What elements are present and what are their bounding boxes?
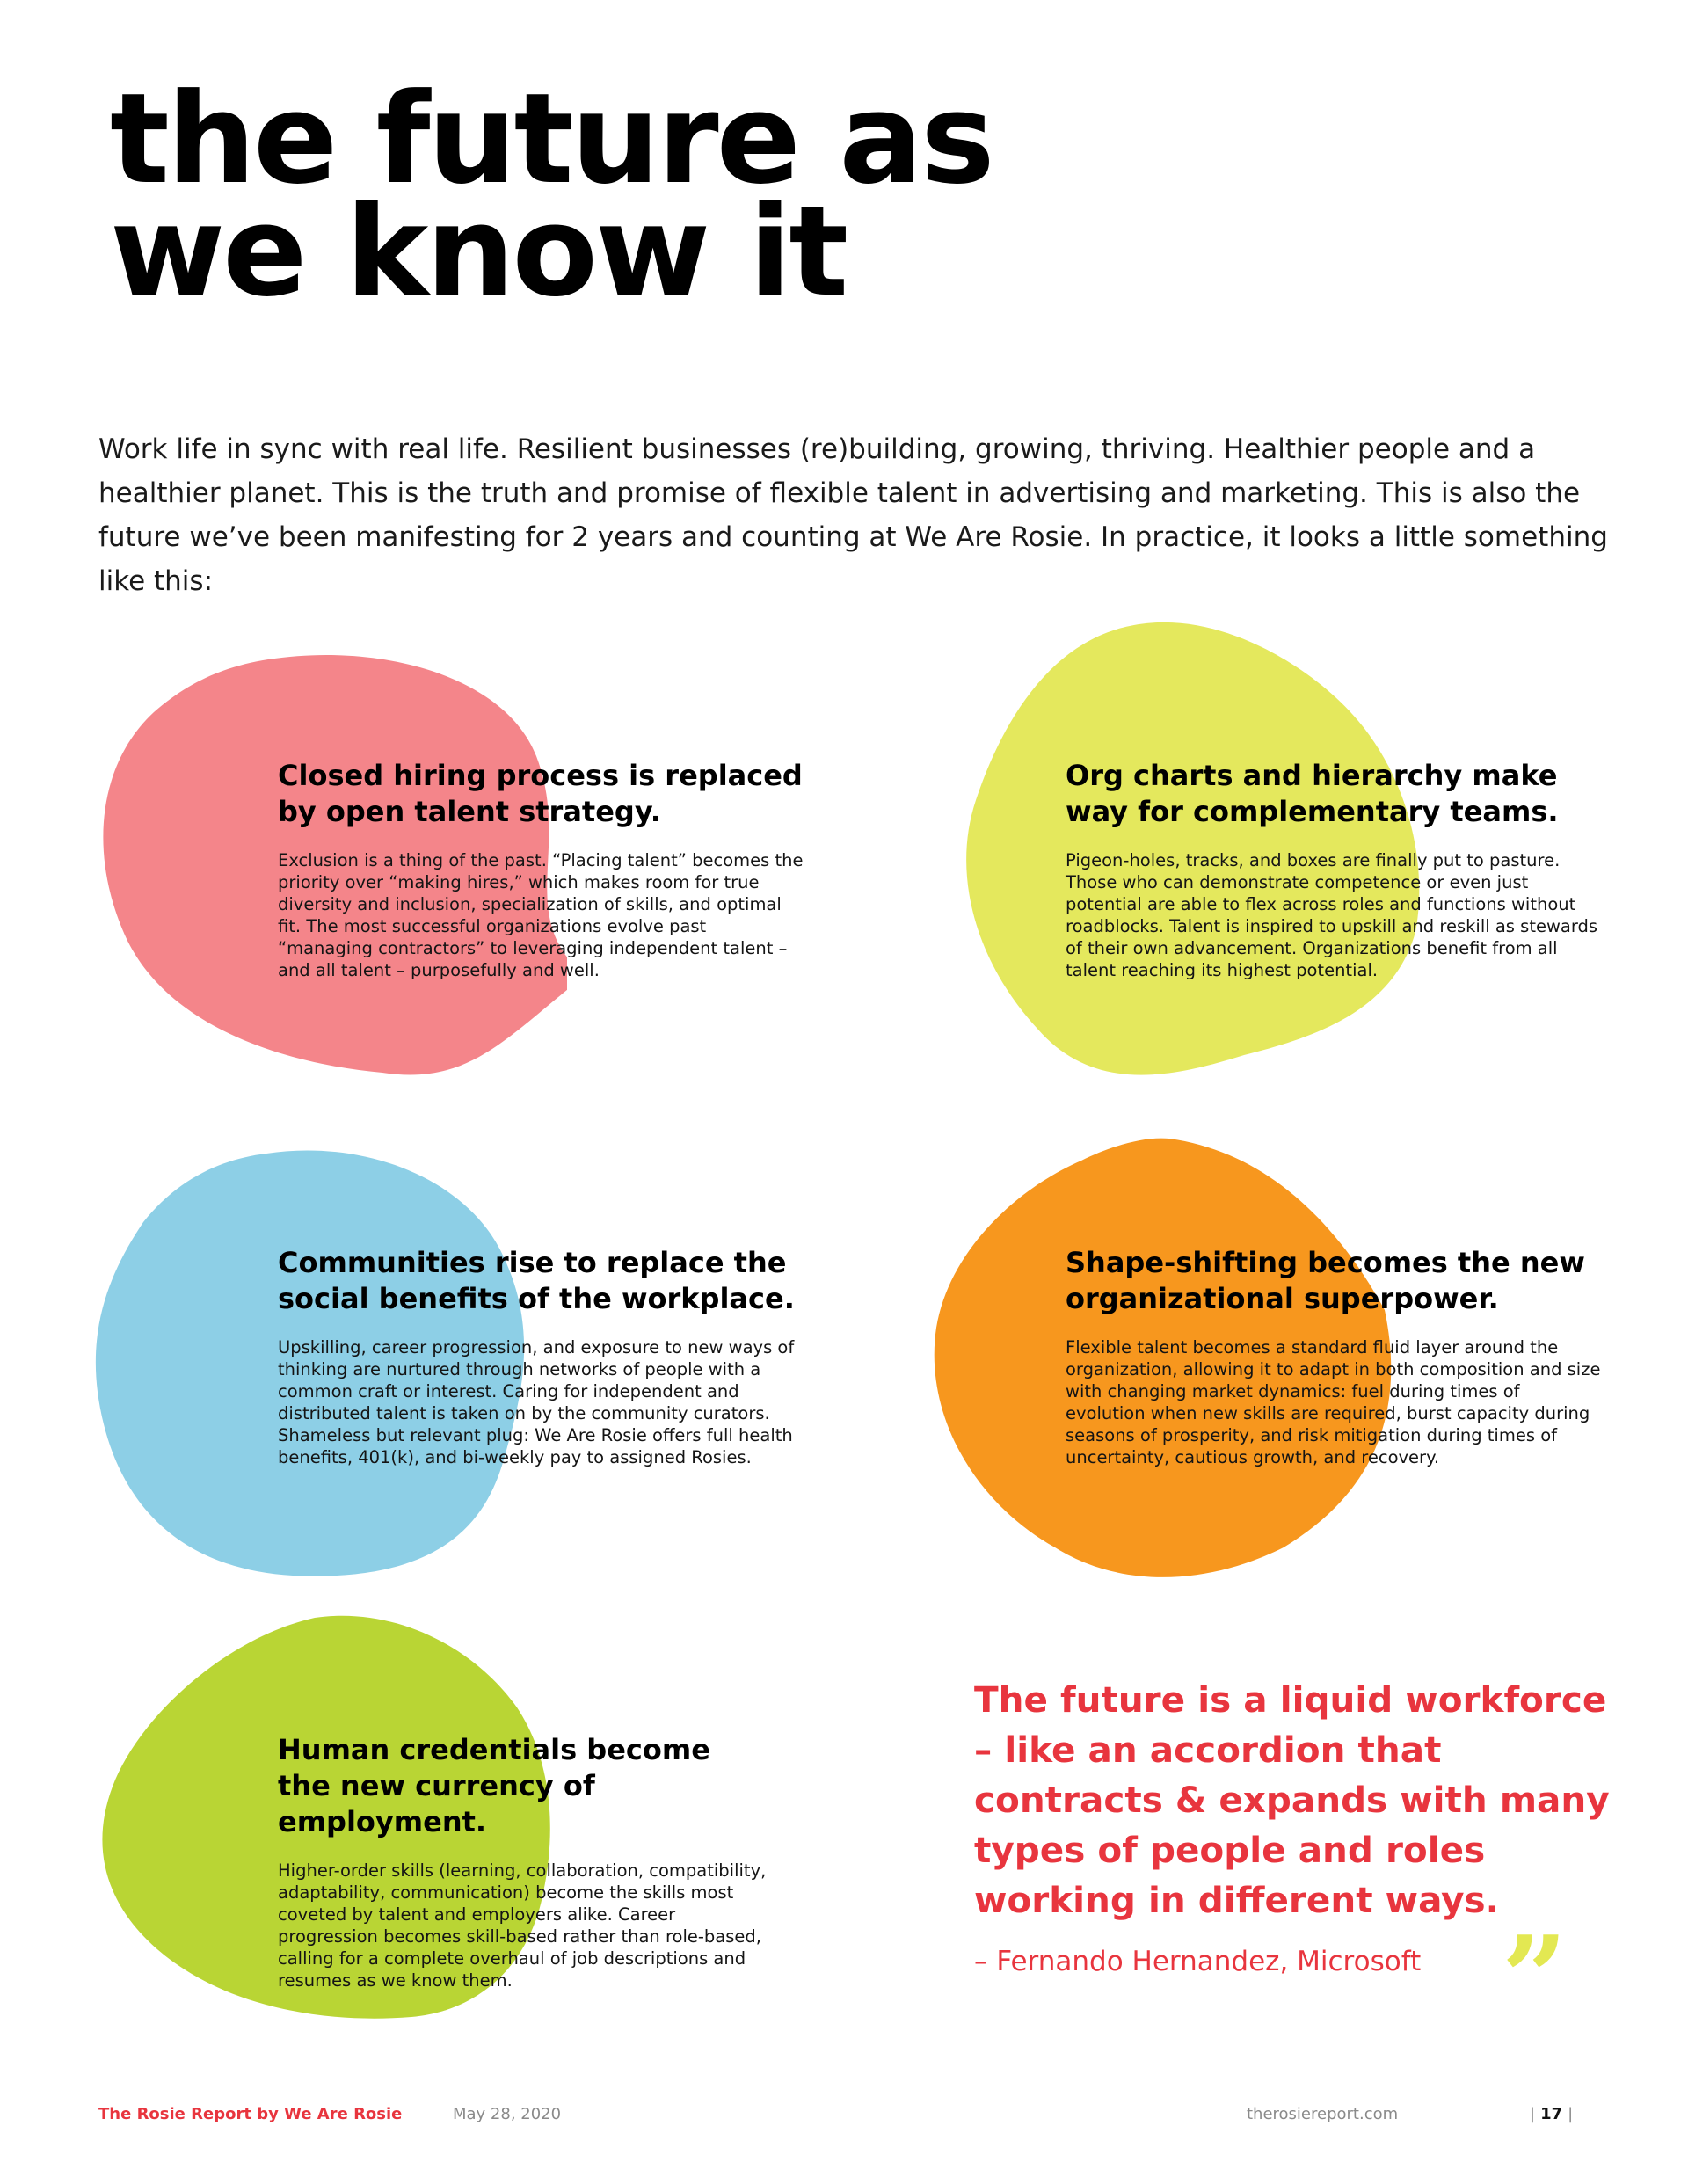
quote-mark-icon: ” — [1502, 1911, 1568, 2045]
card-heading: Closed hiring process is replaced by open talent strategy. — [278, 759, 803, 828]
card-shape-shifting — [1066, 1245, 1602, 1468]
card-open-talent — [278, 758, 805, 981]
card-heading: Shape-shifting becomes the new organizational superpower. — [1066, 1246, 1585, 1315]
card-body: Higher-order skills (learning, collaboration, compatibility, adaptability, communication) become the skills most coveted by talent and employers alike. Career progression becomes skill-based rather than role-based, calling for a complete overhaul of job descriptions and resumes as we know them. — [278, 1860, 767, 1991]
card-communities — [278, 1245, 805, 1468]
card-heading: Communities rise to replace the social benefits of the workplace. — [278, 1246, 795, 1315]
page-number: | 17 | — [1530, 2105, 1574, 2123]
title-line-2: we know it — [110, 179, 847, 324]
page-number-value: 17 — [1540, 2105, 1563, 2123]
footer-brand: The Rosie Report by We Are Rosie — [98, 2105, 403, 2123]
card-human-credentials — [278, 1732, 770, 1991]
footer-date: May 28, 2020 — [453, 2105, 562, 2123]
card-body: Flexible talent becomes a standard fluid layer around the organization, allowing it to adapt in both composition and size with changing market dynamics: fuel during times of evolution when new skills are required, burst capacity during seasons of prosperity, and risk mitigation during times of uncertainty, cautious growth, and recovery. — [1066, 1337, 1601, 1467]
quote-attribution: – Fernando Hernandez, Microsoft — [974, 1946, 1422, 1977]
title-line-1: the future as — [110, 67, 993, 212]
card-heading: Org charts and hierarchy make way for complementary teams. — [1066, 759, 1559, 828]
card-complementary-teams — [1066, 758, 1602, 981]
card-heading: Human credentials become the new currency of employment. — [278, 1733, 710, 1838]
footer-url-link[interactable]: therosiereport.com — [1247, 2105, 1399, 2123]
page-title — [110, 67, 993, 324]
card-body: Exclusion is a thing of the past. “Placing talent” becomes the priority over “making hires,” which makes room for true diversity and inclusion, specialization of skills, and optimal fit. The most successful organizations evolve past “managing contractors” to leveraging independent talent – and all talent – purposefully and well. — [278, 850, 804, 980]
card-body: Pigeon-holes, tracks, and boxes are finally put to pasture. Those who can demonstrate competence or even just potential are able to flex across roles and functions without roadblocks. Talent is inspired to upskill and reskill as stewards of their own advancement. Organizations benefit from all talent reaching its highest potential. — [1066, 850, 1598, 980]
card-body: Upskilling, career progression, and exposure to new ways of thinking are nurtured through networks of people with a common craft or interest. Caring for independent and distributed talent is taken on by the community curators. Shameless but relevant plug: We Are Rosie offers full health benefits, 401(k), and bi-weekly pay to assigned Rosies. — [278, 1337, 795, 1467]
pull-quote: The future is a liquid workforce – like an accordion that contracts & expands with many types of people and roles working in different ways. — [974, 1678, 1610, 1921]
intro-paragraph: Work life in sync with real life. Resilient businesses (re)building, growing, thriving. Healthier people and a healthier planet. This is the truth and promise of flexible talent in advertising and marketing. This is also the future we’ve been manifesting for 2 years and counting at We Are Rosie. In practice, it looks a little something like this: — [98, 433, 1608, 597]
